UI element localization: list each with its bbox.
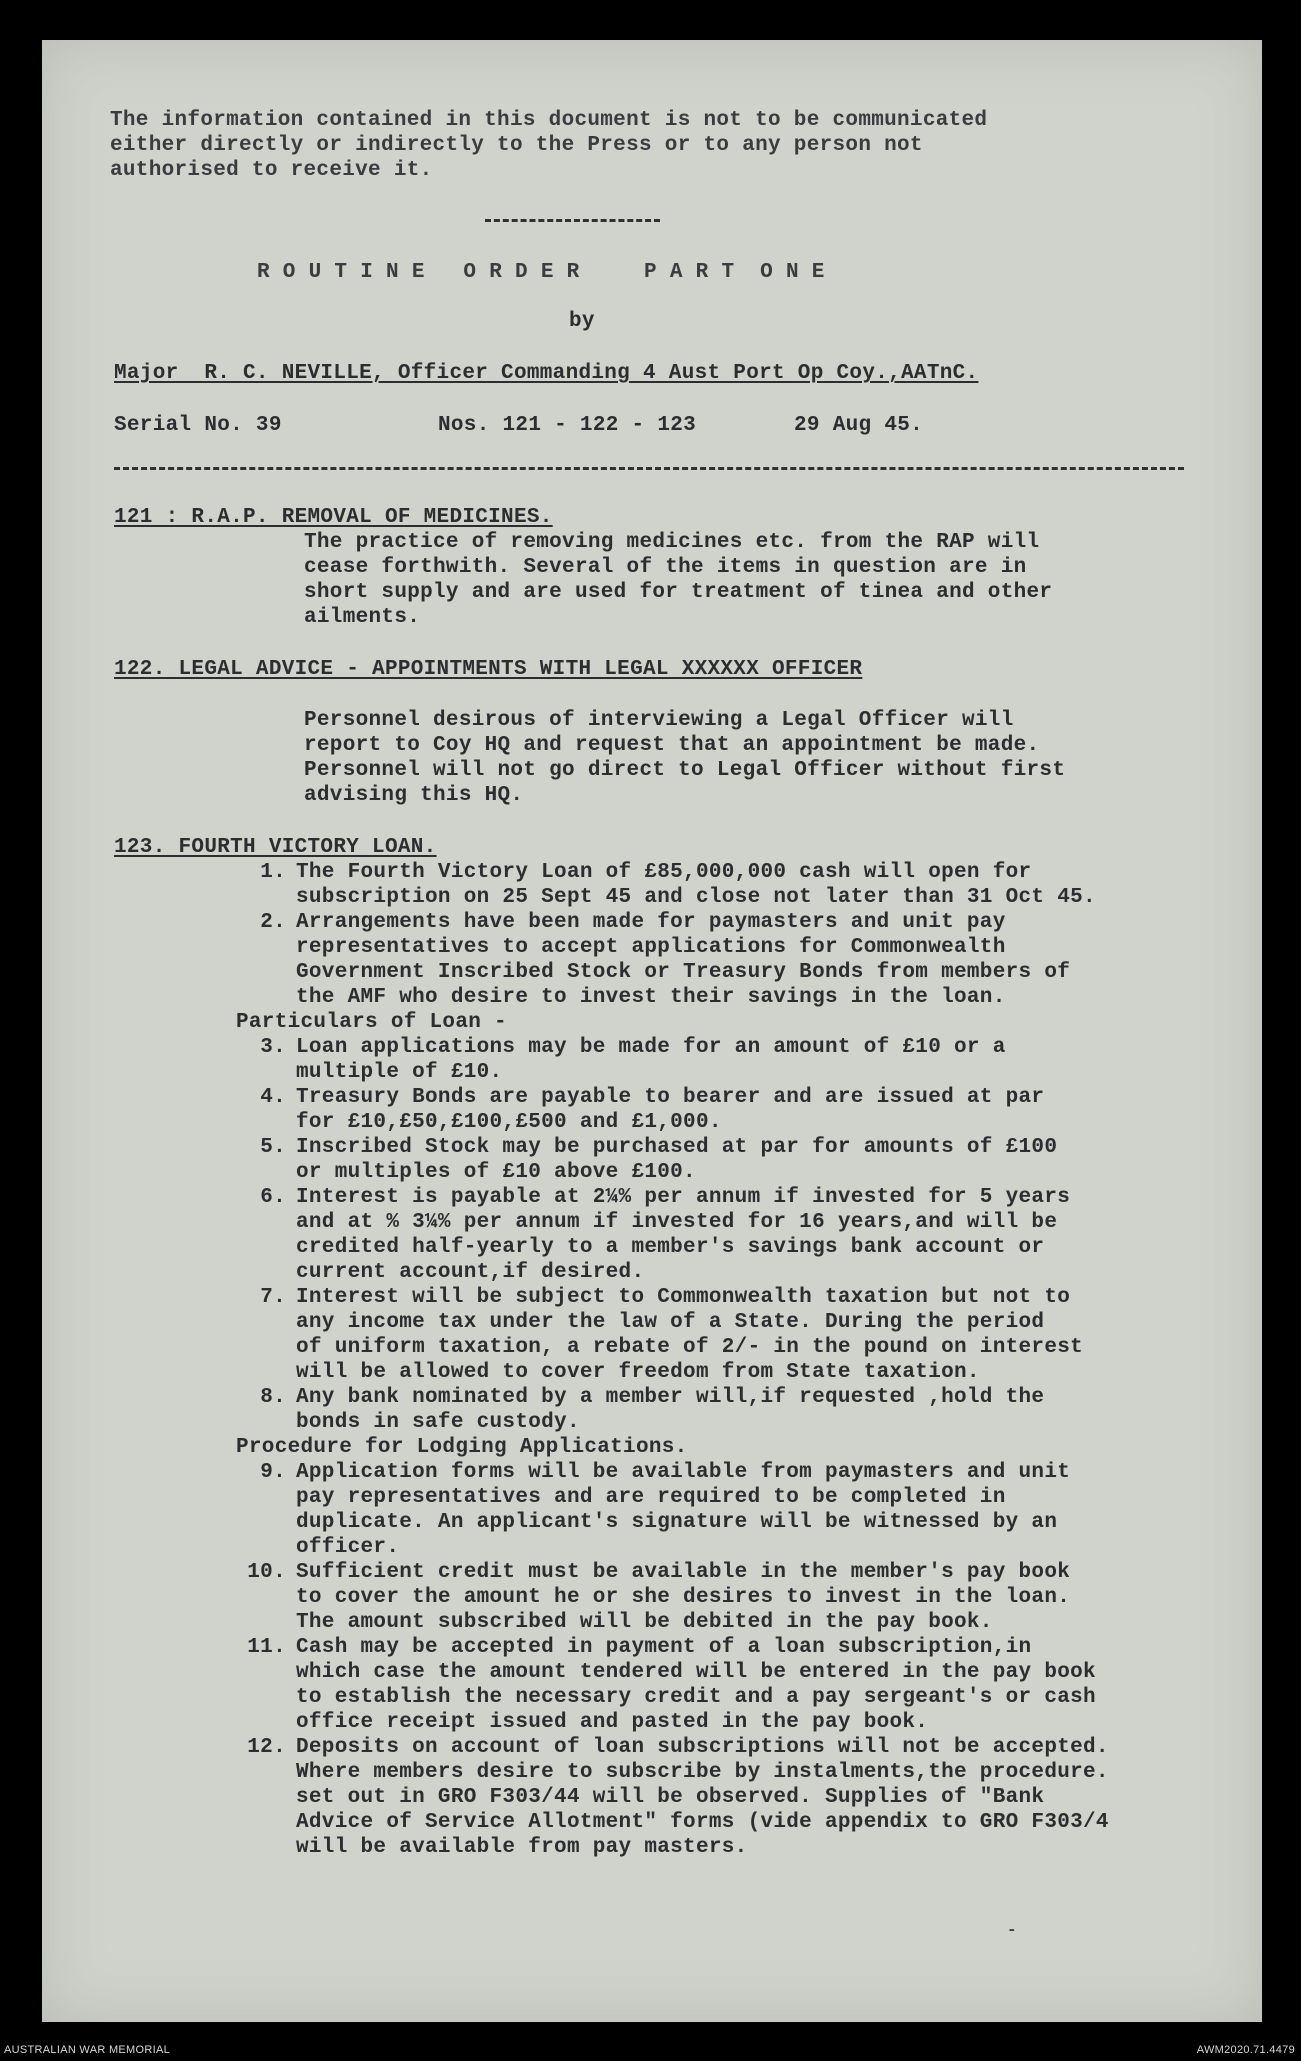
numbered-item — [238, 1085, 1109, 1135]
confidentiality-notice — [110, 108, 987, 183]
numbered-item — [238, 1385, 1109, 1435]
footer-accession-number: AWM2020.71.4479 — [1196, 2044, 1295, 2056]
item-line: will be allowed to cover freedom from State taxation. — [296, 1361, 980, 1384]
issuing-officer: Major R. C. NEVILLE, Officer Commanding 4 Aust Port Op Coy.,AATnC. — [114, 362, 979, 385]
item-line: officer. — [296, 1536, 400, 1559]
item-number: 11. — [247, 1636, 286, 1659]
item-line: office receipt issued and pasted in the pay book. — [296, 1711, 929, 1734]
page-mark: - — [1007, 1921, 1017, 1939]
numbered-item — [238, 1185, 1109, 1285]
body-line: short supply and are used for treatment of tinea and other — [304, 581, 1053, 604]
item-line: Deposits on account of loan subscriptions will not be accepted. — [296, 1736, 1109, 1759]
long-divider — [114, 467, 1184, 470]
item-number: 4. — [260, 1086, 286, 1109]
item-line: Application forms will be available from paymasters and unit — [296, 1461, 1071, 1484]
numbered-item — [238, 1285, 1109, 1385]
order-123-heading: 123. FOURTH VICTORY LOAN. — [114, 836, 437, 859]
notice-line: authorised to receive it. — [110, 159, 433, 182]
body-line: advising this HQ. — [304, 784, 524, 807]
order-122-body — [304, 708, 1065, 808]
item-line: Any bank nominated by a member will,if requested ,hold the — [296, 1386, 1045, 1409]
numbered-item — [238, 1735, 1109, 1860]
item-number: 3. — [260, 1036, 286, 1059]
item-line: to cover the amount he or she desires to invest in the loan. — [296, 1586, 1071, 1609]
item-line: Advice of Service Allotment" forms (vide appendix to GRO F303/4 — [296, 1811, 1109, 1834]
item-line: or multiples of £10 above £100. — [296, 1161, 696, 1184]
item-line: any income tax under the law of a State. During the period — [296, 1311, 1045, 1334]
item-number: 6. — [260, 1186, 286, 1209]
order-122-heading: 122. LEGAL ADVICE - APPOINTMENTS WITH LEGAL XXXXXX OFFICER — [114, 658, 863, 681]
item-number: 2. — [260, 911, 286, 934]
notice-line: either directly or indirectly to the Press or to any person not — [110, 134, 923, 157]
footer-credit: AUSTRALIAN WAR MEMORIAL — [4, 2044, 171, 2056]
item-line: current account,if desired. — [296, 1261, 645, 1284]
numbered-item — [238, 910, 1109, 1010]
body-line: Personnel desirous of interviewing a Legal Officer will — [304, 709, 1014, 732]
body-line: report to Coy HQ and request that an appointment be made. — [304, 734, 1040, 757]
item-line: The Fourth Victory Loan of £85,000,000 cash will open for — [296, 861, 1032, 884]
item-number: 7. — [260, 1286, 286, 1309]
item-line: duplicate. An applicant's signature will be witnessed by an — [296, 1511, 1058, 1534]
item-line: credited half-yearly to a member's savings bank account or — [296, 1236, 1045, 1259]
item-number: 10. — [247, 1561, 286, 1584]
body-line: ailments. — [304, 606, 421, 629]
short-divider — [485, 219, 660, 222]
subheading-procedure: Procedure for Lodging Applications. — [236, 1436, 688, 1459]
item-line: subscription on 25 Sept 45 and close not later than 31 Oct 45. — [296, 886, 1096, 909]
item-line: to establish the necessary credit and a pay sergeant's or cash — [296, 1686, 1096, 1709]
item-line: Interest will be subject to Commonwealth taxation but not to — [296, 1286, 1071, 1309]
item-line: representatives to accept applications for Commonwealth — [296, 936, 1006, 959]
order-by: by — [569, 310, 595, 333]
subheading-particulars: Particulars of Loan - — [236, 1011, 507, 1034]
body-line: Personnel will not go direct to Legal Officer without first — [304, 759, 1066, 782]
numbered-item — [238, 1560, 1109, 1635]
item-number: 8. — [260, 1386, 286, 1409]
item-line: set out in GRO F303/44 will be observed. Supplies of "Bank — [296, 1786, 1045, 1809]
item-line: Sufficient credit must be available in the member's pay book — [296, 1561, 1071, 1584]
item-line: Where members desire to subscribe by instalments,the procedure. — [296, 1761, 1109, 1784]
order-title: R O U T I N E O R D E R P A R T O N E — [257, 261, 825, 284]
item-line: pay representatives and are required to be completed in — [296, 1486, 1006, 1509]
item-line: Arrangements have been made for paymasters and unit pay — [296, 911, 1006, 934]
order-121-heading: 121 : R.A.P. REMOVAL OF MEDICINES. — [114, 506, 553, 529]
numbered-item — [238, 860, 1109, 910]
order-121-body — [304, 530, 1052, 630]
item-line: Interest is payable at 2¼% per annum if invested for 5 years — [296, 1186, 1071, 1209]
item-line: which case the amount tendered will be entered in the pay book — [296, 1661, 1096, 1684]
numbered-item — [238, 1460, 1109, 1560]
body-line: cease forthwith. Several of the items in question are in — [304, 556, 1027, 579]
item-line: Government Inscribed Stock or Treasury Bonds from members of — [296, 961, 1071, 984]
notice-line: The information contained in this document is not to be communicated — [110, 109, 988, 132]
item-line: Inscribed Stock may be purchased at par for amounts of £100 — [296, 1136, 1058, 1159]
order-123-body — [238, 860, 1109, 1860]
item-number: 12. — [247, 1736, 286, 1759]
order-date: 29 Aug 45. — [794, 414, 924, 437]
numbered-item — [238, 1635, 1109, 1735]
item-line: bonds in safe custody. — [296, 1411, 580, 1434]
item-line: will be available from pay masters. — [296, 1836, 748, 1859]
item-line: Cash may be accepted in payment of a loan subscription,in — [296, 1636, 1032, 1659]
serial-number: Serial No. 39 — [114, 414, 282, 437]
numbered-item — [238, 1135, 1109, 1185]
item-number: 5. — [260, 1136, 286, 1159]
item-line: The amount subscribed will be debited in the pay book. — [296, 1611, 993, 1634]
item-line: Treasury Bonds are payable to bearer and are issued at par — [296, 1086, 1045, 1109]
item-line: the AMF who desire to invest their savings in the loan. — [296, 986, 1006, 1009]
body-line: The practice of removing medicines etc. from the RAP will — [304, 531, 1040, 554]
item-line: for £10,£50,£100,£500 and £1,000. — [296, 1111, 722, 1134]
document-sheet — [42, 40, 1262, 2022]
numbered-item — [238, 1035, 1109, 1085]
item-line: of uniform taxation, a rebate of 2/- in the pound on interest — [296, 1336, 1084, 1359]
order-numbers: Nos. 121 - 122 - 123 — [438, 414, 697, 437]
item-line: multiple of £10. — [296, 1061, 503, 1084]
item-line: and at % 3¼% per annum if invested for 16 years,and will be — [296, 1211, 1058, 1234]
item-number: 9. — [260, 1461, 286, 1484]
item-line: Loan applications may be made for an amount of £10 or a — [296, 1036, 1006, 1059]
item-number: 1. — [260, 861, 286, 884]
